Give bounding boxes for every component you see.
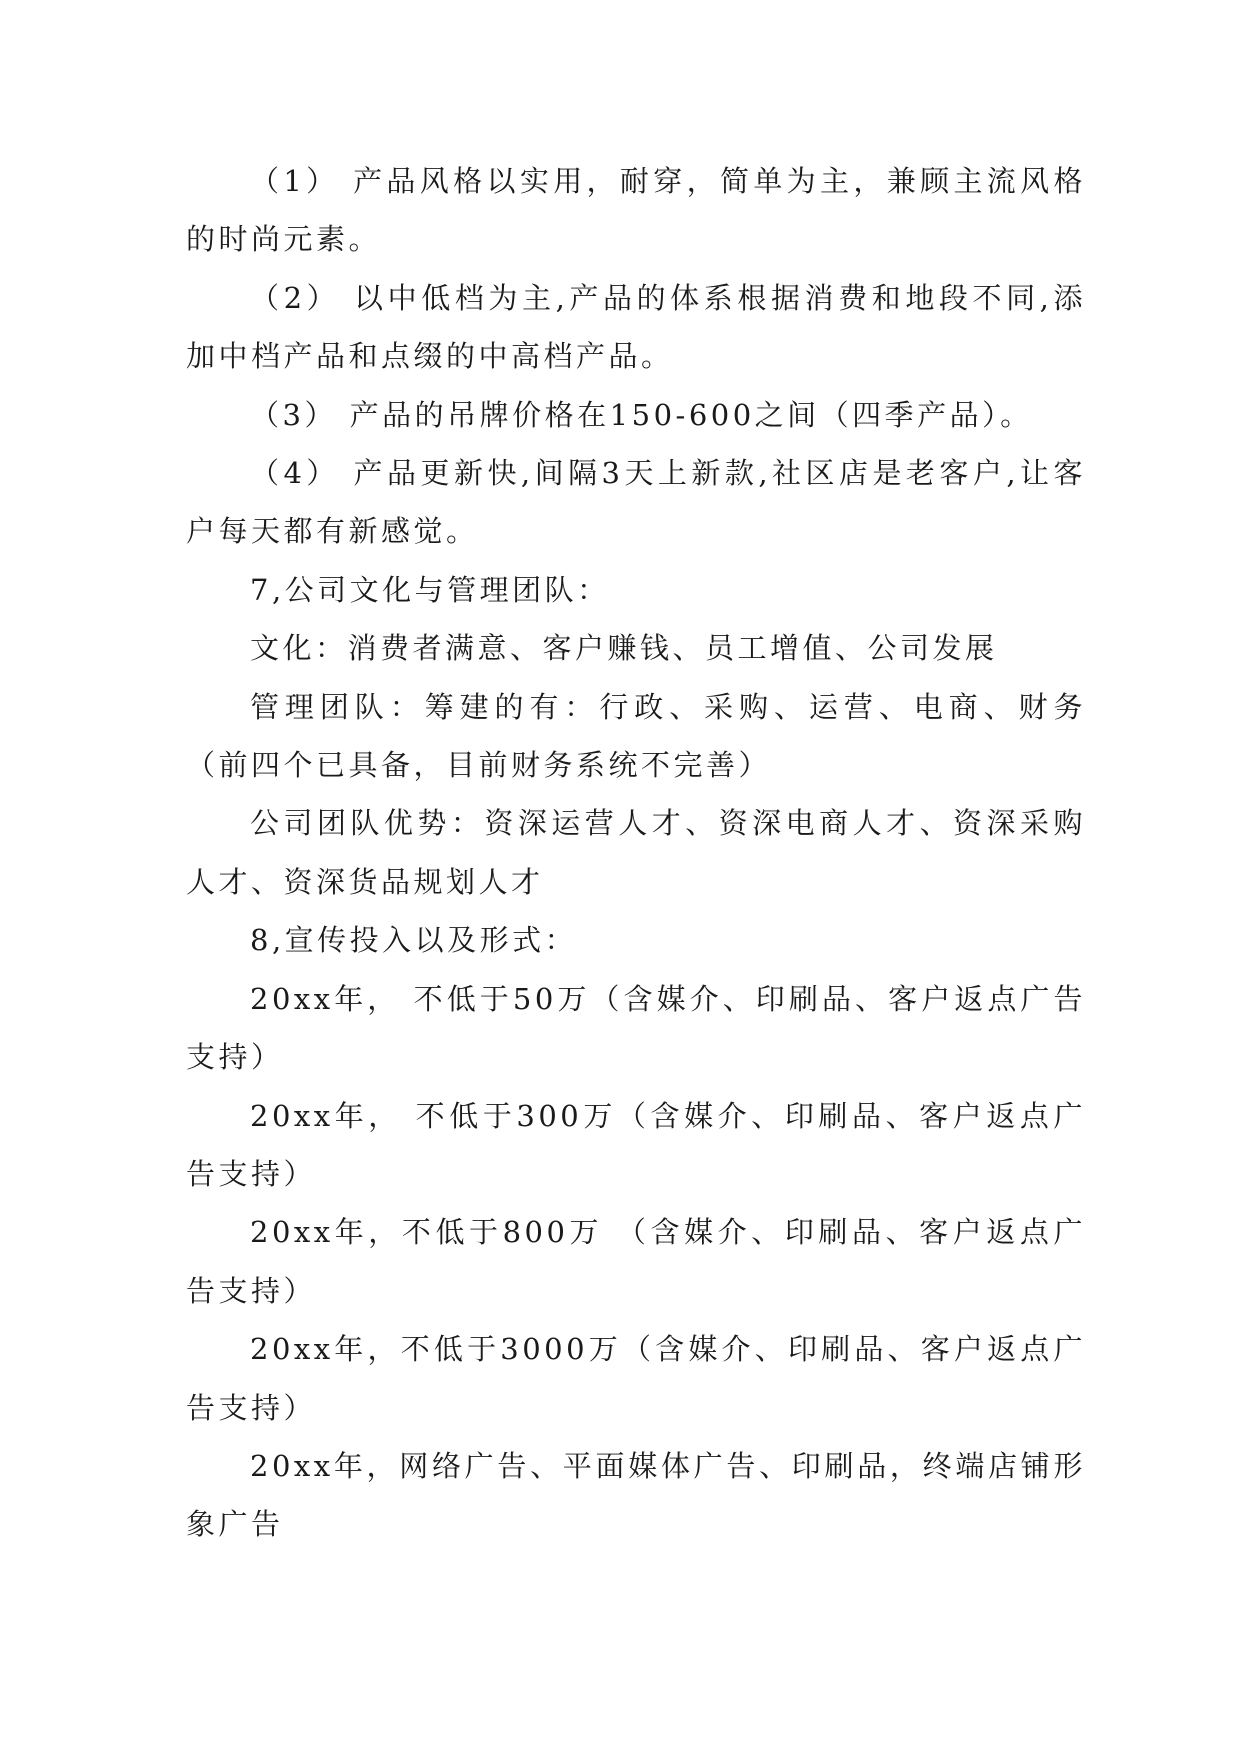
paragraph-promotion-year-2: 20xx年， 不低于300万（含媒介、印刷品、客户返点广告支持）: [186, 1098, 1086, 1191]
paragraph-update-frequency: （4） 产品更新快,间隔3天上新款,社区店是老客户,让客户每天都有新感觉。: [186, 456, 1086, 549]
paragraph-team-advantages: 公司团队优势：资深运营人才、资深电商人才、资深采购人才、资深货品规划人才: [186, 806, 1086, 899]
paragraph-promotion-year-5: 20xx年，网络广告、平面媒体广告、印刷品，终端店铺形象广告: [186, 1448, 1086, 1542]
paragraph-promotion-year-4: 20xx年，不低于3000万（含媒介、印刷品、客户返点广告支持）: [186, 1332, 1086, 1425]
paragraph-management-team: 管理团队：筹建的有：行政、采购、运营、电商、财务（前四个已具备，目前财务系统不完善）: [186, 689, 1086, 783]
section-heading-promotion: 8,宣传投入以及形式：: [250, 923, 578, 958]
paragraph-promotion-year-1: 20xx年， 不低于50万（含媒介、印刷品、客户返点广告支持）: [186, 981, 1086, 1075]
document-body: [186, 152, 1086, 1554]
section-heading-culture-team: 7,公司文化与管理团队：: [250, 572, 610, 607]
paragraph-culture: 文化：消费者满意、客户赚钱、员工增值、公司发展: [250, 631, 998, 666]
paragraph-product-tier: （2） 以中低档为主,产品的体系根据消费和地段不同,添加中档产品和点缀的中高档产品。: [186, 280, 1086, 374]
paragraph-price-range: （3） 产品的吊牌价格在150-600之间（四季产品）。: [250, 397, 1033, 432]
paragraph-product-style: （1） 产品风格以实用，耐穿，简单为主，兼顾主流风格的时尚元素。: [186, 164, 1086, 257]
paragraph-promotion-year-3: 20xx年，不低于800万 （含媒介、印刷品、客户返点广告支持）: [186, 1215, 1086, 1308]
